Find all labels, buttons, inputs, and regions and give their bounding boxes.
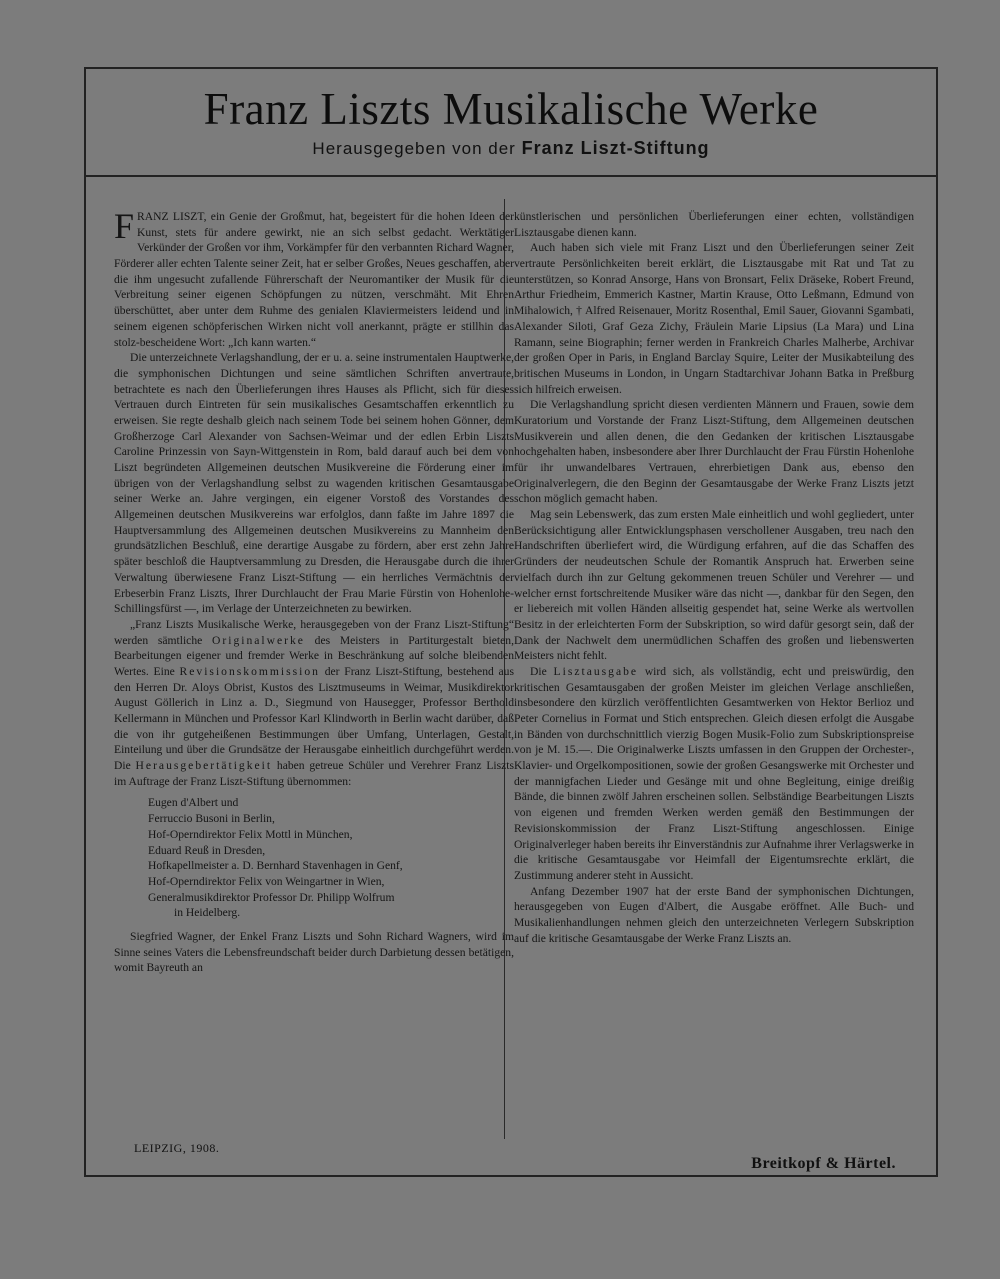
text-run: „Franz Liszts Musikalische Werke, herausgegeben von der Franz Liszt-Stiftung“ werden sämtliche bbox=[114, 617, 514, 647]
emphasis: Originalwerke bbox=[211, 633, 305, 647]
publisher-signature: Breitkopf & Härtel. bbox=[751, 1155, 896, 1172]
list-item: Ferruccio Busoni in Berlin, bbox=[148, 812, 275, 826]
right-column bbox=[514, 209, 914, 946]
list-item: Eduard Reuß in Dresden, bbox=[148, 843, 266, 857]
paragraph-text: RANZ LISZT, ein Genie der Großmut, hat, begeistert für die hohen Ideen der Kunst, stets für andere gewirkt, nie an sich selbst gedacht. Werktätiger Verkünder der Großen vor ihm, Vorkämpfer für den verbannten Richard Wagner, Förderer aller echten Talente seiner Zeit, hat er selber Großes, Neues geschaffen, aber die ihm ungesucht zufallende Führerschaft der Neuromantiker der Musik für die Verbreitung seiner eigenen Schöpfungen zu nützen, verschmäht. Mit Ehren überschüttet, aber unter dem Ruhme des genialen Klaviermeisters leidend und in seinem eigenen schöpferischen Wirken nicht voll anerkannt, prägte er stillhin das stolz-bescheidene Wort: „Ich kann warten.“ bbox=[114, 210, 514, 349]
list-item: Hofkapellmeister a. D. Bernhard Stavenhagen in Genf, bbox=[148, 859, 403, 873]
paragraph: Anfang Dezember 1907 hat der erste Band der symphonischen Dichtungen, herausgegeben von Eugen d'Albert, die Ausgabe eröffnet. Alle Buch- und Musikalienhandlungen nehmen gleich den unterzeichneten Verlegern Subskription auf die kritische Gesamtausgabe der Werke Franz Liszts an. bbox=[514, 884, 914, 945]
list-item: Eugen d'Albert und bbox=[148, 796, 239, 810]
paragraph: Mag sein Lebenswerk, das zum ersten Male einheitlich und wohl gegliedert, unter Berücksichtigung aller Entwicklungsphasen verschollener Ausgaben, treu nach den Handschriften überliefert wird, die Würdigung erfahren, auf die das Schaffen des Gründers der neudeutschen Schule der Romantik Anspruch hat. Erwerben seine vielfach durch ihn zur Geltung gekommenen treuen Schüler und Verehrer — und welcher ernst fortschreitende Musiker wäre das nicht —, dankbar für den Segen, den er liebereich mit vollen Händen allseitig gespendet hat, seine Werke als wertvollen Besitz in der erleichterten Form der Subskription, so wird dafür gesorgt sein, daß der Dank der Nachwelt dem unermüdlichen Schaffen des großen und liebenswerten Meisters nicht fehlt. bbox=[514, 508, 914, 663]
emphasis: Revisionskommission bbox=[179, 664, 320, 678]
place-date: LEIPZIG, 1908. bbox=[134, 1141, 220, 1155]
paragraph: Auch haben sich viele mit Franz Liszt und den Überlieferungen seiner Zeit vertraute Persönlichkeiten bereit erklärt, die Lisztausgabe mit Rat und Tat zu unterstützen, so Konrad Ansorge, Hans von Bronsart, Felix Dräseke, Robert Freund, Arthur Friedheim, Emmerich Kastner, Martin Krause, Otto Leßmann, Edmund von Mihalowich, † Alfred Reisenauer, Moritz Rosenthal, Emil Sauer, Giovanni Sgambati, Alexander Siloti, Graf Geza Zichy, Fräulein Marie Lipsius (La Mara) und Lina Ramann, seine Biographin; ferner werden in Frankreich Charles Malherbe, Archivar der großen Oper in Paris, in England Barclay Squire, Leiter der Musikabteilung des britischen Museums in London, in Ungarn Stadtarchivar Johann Batka in Preßburg sich hilfreich erweisen. bbox=[514, 241, 914, 396]
page-frame bbox=[84, 67, 938, 1177]
paragraph bbox=[114, 206, 514, 350]
subtitle-prefix: Herausgegeben von der bbox=[312, 139, 516, 158]
emphasis: Herausgebertätigkeit bbox=[135, 759, 273, 773]
paragraph: Die unterzeichnete Verlagshandlung, der er u. a. seine instrumentalen Hauptwerke, die symphonischen Dichtungen und seine sämtlichen Schriften anvertraute, betrachtete es nach den Überlieferungen ihres Hauses als Pflicht, sich für dieses Vertrauen durch Eintreten für sein musikalisches Gesamtschaffen erkenntlich zu erweisen. Sie regte deshalb gleich nach seinem Tode bei seinem hohen Gönner, dem Großherzoge Carl Alexander von Sachsen-Weimar und der edlen Erbin Liszts Caroline Prinzessin von Sayn-Wittgenstein in Rom, bald darauf auch bei dem von Liszt begründeten Allgemeinen deutschen Musikvereine die Förderung einer im übrigen von der Verlagshandlung selbst zu wagenden kritischen Gesamtausgabe seiner Werke an. Jahre vergingen, ein eigener Vorstoß des Vorstandes des Allgemeinen deutschen Musikvereins war erfolglos, dann faßte im Jahre 1897 die Hauptversammlung des Allgemeinen deutschen Musikvereins zu Mannheim den grundsätzlichen Beschluß, eine derartige Ausgabe zu fördern, aber erst zehn Jahre später beschloß die Hauptversammlung zu Dresden, die Herausgabe durch die ihrer Verwaltung überwiesene Franz Liszt-Stiftung — ein herrliches Vermächtnis der Erbeserbin Franz Liszts, Ihrer Durchlaucht der Frau Marie Fürstin von Hohenlohe-Schillingsfürst —, im Verlage der Unterzeichneten zu bewirken. bbox=[114, 351, 514, 616]
list-item: Generalmusikdirektor Professor Dr. Philipp Wolfrum bbox=[148, 890, 395, 904]
text-run: des Meisters in Partiturgestalt bieten, Bearbeitungen eigener und fremder Werke in Beschränkung auf solche bleibenden Wertes. Eine bbox=[114, 633, 514, 678]
header bbox=[86, 69, 936, 177]
list-item: Hof-Operndirektor Felix Mottl in München, bbox=[148, 827, 353, 841]
text-run: haben getreue Schüler und Verehrer Franz Liszts im Auftrage der Franz Liszt-Stiftung übernommen: bbox=[114, 759, 515, 788]
editor-list bbox=[148, 795, 514, 921]
text-run: Die bbox=[530, 664, 547, 678]
paragraph: Siegfried Wagner, der Enkel Franz Liszts und Sohn Richard Wagners, wird im Sinne seines Vaters die Lebensfreundschaft beider durch Darbietung dessen betätigen, womit Bayreuth an bbox=[114, 929, 514, 975]
page-subtitle bbox=[86, 138, 936, 159]
drop-cap: F bbox=[114, 206, 135, 246]
text-run: der Franz Liszt-Stiftung, bestehend aus den Herren Dr. Aloys Obrist, Kustos des Lisztmuseums in Weimar, Musikdirektor August Göllerich in Linz a. D., Siegmund von Hausegger, Professor Berthold Kellermann in München und Professor Karl Klindworth in Berlin wacht darüber, daß die von ihr gutgeheißenen Bestimmungen über Umfang, Unterlagen, Gestalt, Einteilung und über die Grundsätze der Herausgabe einheitlich durchgeführt werden. Die bbox=[114, 664, 514, 773]
subtitle-foundation: Franz Liszt-Stiftung bbox=[521, 138, 710, 158]
list-item-continuation: in Heidelberg. bbox=[174, 906, 241, 920]
text-run: wird sich, als vollständig, echt und preiswürdig, den kritischen Gesamtausgaben der großen Meister im gleichen Verlage anschließen, insbesondere den kürzlich veröffentlichten Gesamtwerken von Hektor Berlioz und Peter Cornelius in Format und Stich entsprechen. Gleich diesen erfolgt die Ausgabe in Bänden von durchschnittlich vierzig Bogen Musik-Folio zum Subskriptionspreise von je M. 15.—. Die Originalwerke Liszts umfassen in den Gruppen der Orchester-, Klavier- und Orgelkompositionen, sowie der großen Gesangswerke mit Orchester und der mannigfachen Lieder und Gesänge mit und ohne Begleitung, einige dreißig Bände, die binnen zwölf Jahren erscheinen sollen. Selbständige Bearbeitungen Liszts von eigenen und fremden Werken werden gemäß den Bestimmungen der Revisionskommission der Franz Liszt-Stiftung angeschlossen. Einige Originalverleger haben bereits ihr Einverständnis zur Aufnahme ihrer Verlagswerke in die kritische Gesamtausgabe vor Heimfall der Eigentumsrechte erklärt, die Zustimmung anderer steht in Aussicht. bbox=[514, 664, 914, 882]
paragraph: künstlerischen und persönlichen Überlieferungen einer echten, vollständigen Lisztausgabe dienen kann. bbox=[514, 210, 914, 239]
paragraph bbox=[514, 664, 914, 884]
page-title: Franz Liszts Musikalische Werke bbox=[203, 84, 819, 134]
emphasis: Lisztausgabe bbox=[553, 664, 639, 678]
paragraph: Die Verlagshandlung spricht diesen verdienten Männern und Frauen, sowie dem Kuratorium und Vorstande der Franz Liszt-Stiftung, dem Allgemeinen deutschen Musikverein und allen denen, die den Gedanken der kritischen Lisztausgabe hochgehalten haben, insbesondere aber Ihrer Durchlaucht der Frau Fürstin Hohenlohe für ihr unwandelbares Vertrauen, ehrerbietigen Dank aus, ebenso den Originalverlegern, die den Beginn der Gesamtausgabe der Werke Franz Liszts jetzt schon möglich gemacht haben. bbox=[514, 398, 914, 506]
list-item: Hof-Operndirektor Felix von Weingartner in Wien, bbox=[148, 874, 385, 888]
left-column bbox=[114, 206, 515, 976]
paragraph bbox=[114, 617, 514, 790]
